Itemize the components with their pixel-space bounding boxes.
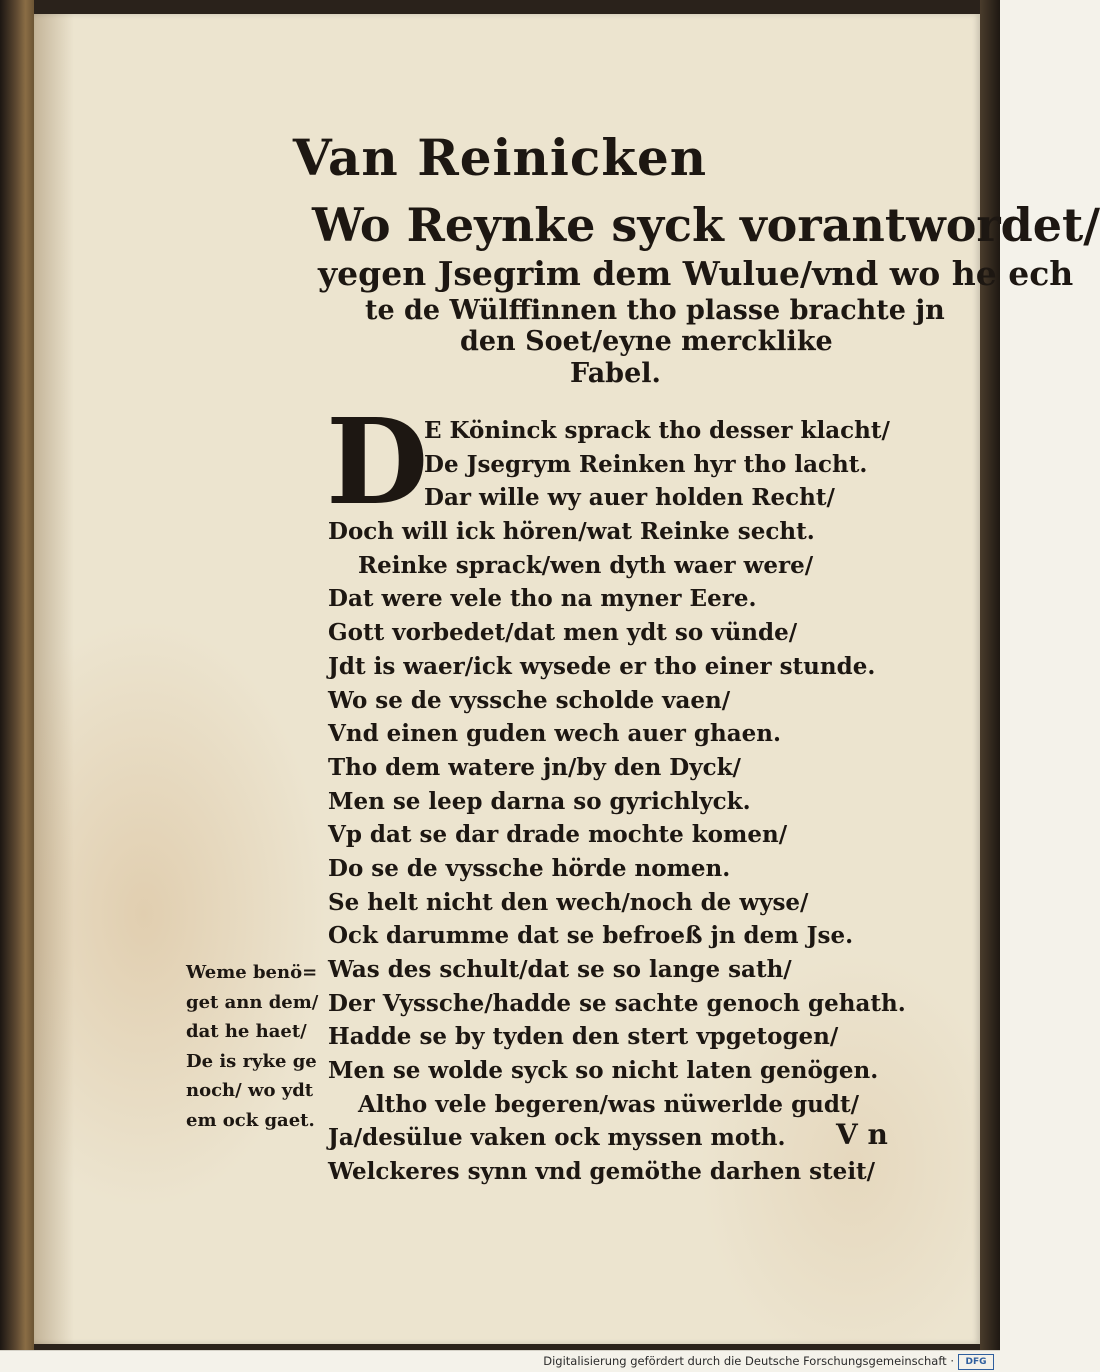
running-head: Van Reinicken <box>292 128 708 187</box>
verse-line: Der Vyssche/hadde se sachte genoch gehath. <box>328 989 906 1017</box>
chapter-subtitle-line: den Soet/eyne mercklike <box>460 326 833 357</box>
decorated-initial: D <box>326 392 429 531</box>
verse-line: Altho vele begeren/was nüwerlde gudt/ <box>358 1090 859 1118</box>
verse-line: Gott vorbedet/dat men ydt so vünde/ <box>328 619 798 647</box>
verse-line: Doch will ick hören/wat Reinke secht. <box>328 518 815 546</box>
verse-line: Se helt nicht den wech/noch de wyse/ <box>328 888 809 916</box>
chapter-subtitle-line: yegen Jsegrim dem Wulue/vnd wo he ech <box>318 254 1074 293</box>
verse-line: Dar wille wy auer holden Recht/ <box>424 484 835 512</box>
verse-line: Dat were vele tho na myner Eere. <box>328 585 757 613</box>
marginal-note <box>186 958 326 1135</box>
verse-line: Men se wolde syck so nicht laten genögen. <box>328 1057 879 1085</box>
verse-line: Jdt is waer/ick wysede er tho einer stunde. <box>328 652 876 680</box>
marginal-note-line: De is ryke ge <box>186 1050 317 1072</box>
marginal-note-line: noch/ wo ydt <box>186 1080 314 1101</box>
verse-line: Ja/desülue vaken ock myssen moth. <box>328 1124 786 1152</box>
catchword: V n <box>836 1118 888 1151</box>
verse-line: Hadde se by tyden den stert vpgetogen/ <box>328 1023 839 1051</box>
verse-line: Reinke sprack/wen dyth waer were/ <box>358 551 814 579</box>
verse-line: Do se de vyssche hörde nomen. <box>328 854 731 882</box>
verse-line: Ock darumme dat se befroeß jn dem Jse. <box>328 922 854 950</box>
verse-line: Welckeres synn vnd gemöthe darhen steit/ <box>328 1158 876 1186</box>
footer-bar <box>0 1350 1000 1372</box>
book-spine <box>0 0 34 1350</box>
verse-line: De Jsegrym Reinken hyr tho lacht. <box>424 450 868 478</box>
chapter-title: Wo Reynke syck vorantwordet/ <box>312 198 1100 252</box>
verse-line: E Köninck sprack tho desser klacht/ <box>424 417 890 444</box>
marginal-note-line: Weme benö= <box>186 962 318 983</box>
marginal-note-line: get ann dem/ <box>186 991 319 1013</box>
verse-line: Vnd einen guden wech auer ghaen. <box>328 720 781 748</box>
chapter-subtitle-line: Fabel. <box>570 358 661 389</box>
verse-text <box>326 392 906 1189</box>
marginal-note-line: dat he haet/ <box>186 1021 307 1042</box>
verse-line: Vp dat se dar drade mochte komen/ <box>328 821 788 849</box>
verse-line: Tho dem watere jn/by den Dyck/ <box>328 753 741 781</box>
verse-line: Was des schult/dat se so lange sath/ <box>328 956 792 983</box>
verse-line: Men se leep darna so gyrichlyck. <box>328 787 751 815</box>
marginal-note-line: em ock gaet. <box>186 1109 315 1131</box>
funding-credit: Digitalisierung gefördert durch die Deutsche Forschungsgemeinschaft · <box>543 1354 954 1368</box>
dfg-logo-icon[interactable]: DFG <box>958 1354 994 1370</box>
chapter-subtitle-line: te de Wülffinnen tho plasse brachte jn <box>365 295 945 326</box>
verse-line: Wo se de vyssche scholde vaen/ <box>328 686 731 714</box>
